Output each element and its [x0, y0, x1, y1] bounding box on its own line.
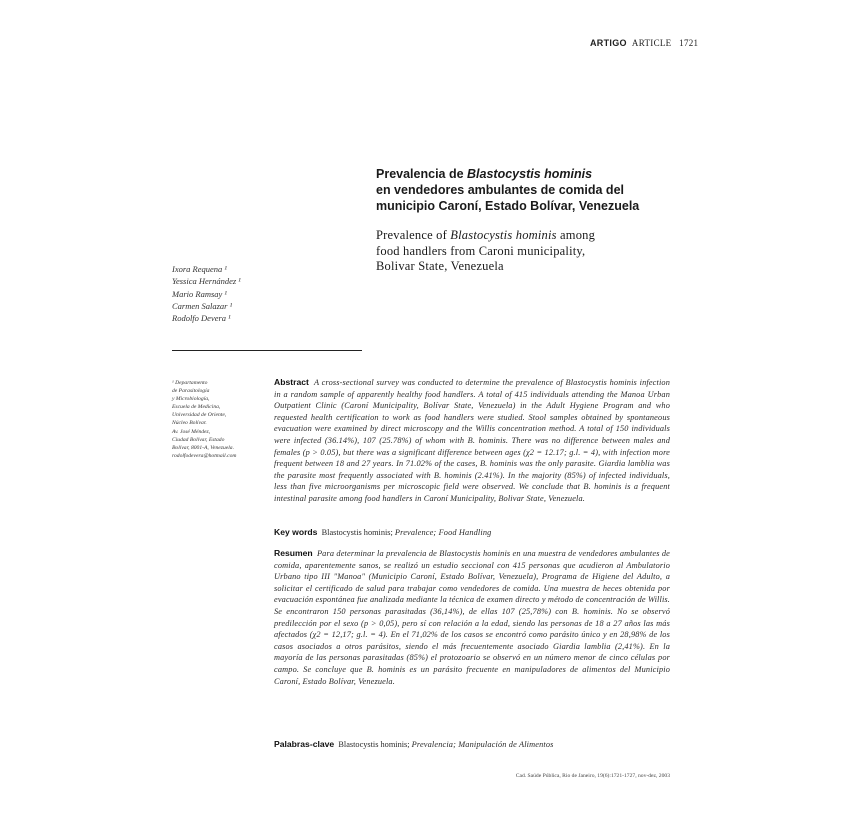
divider-line [172, 350, 362, 351]
keywords-italic: Prevalence; Food Handling [394, 528, 492, 537]
affiliation-line: Bolívar, 8001-A, Venezuela. [172, 444, 234, 451]
journal-citation: Cad. Saúde Pública, Rio de Janeiro, 19(6):1721-1727, nov-dez, 2003 [515, 773, 670, 779]
author-name: Rodolfo Devera ¹ [172, 313, 231, 324]
resumen-section [274, 548, 670, 687]
species-name: Blastocystis hominis [450, 228, 557, 242]
affiliation-line: Núcleo Bolívar. [172, 420, 207, 427]
article-type-en: ARTICLE [631, 38, 672, 48]
affiliation-line: y Microbiología, [172, 396, 210, 403]
author-email: rodolfodevera@hotmail.com [172, 452, 237, 459]
keywords-label: Key words [274, 527, 318, 537]
title-spanish [376, 166, 676, 214]
abstract-section [274, 377, 670, 505]
article-type-pt: ARTIGO [590, 38, 627, 48]
title-english [376, 228, 676, 275]
species-name: Blastocystis hominis [467, 167, 593, 181]
affiliation-line: Ciudad Bolívar, Estado [172, 436, 225, 443]
title-spanish-line-1: Prevalencia de Blastocystis hominis [376, 167, 593, 181]
author-name: Mario Ramsay ¹ [172, 288, 227, 299]
palabras-clave-italic: Prevalencia; Manipulación de Alimentos [411, 740, 554, 749]
affiliation-line: Av. José Méndez, [172, 428, 211, 435]
page-number: 1721 [679, 38, 699, 48]
abstract-text: A cross-sectional survey was conducted to determine the prevalence of Blastocystis hominis infection in a random sample of apparently healthy food handlers. A total of 415 individuals attending the Manoa Urban Outpatient Clinic (Caroní Municipality, Bolívar State, Venezuela) in the Adult Hygiene Program and who requested health certification to work as food handlers were studied. Stool samples obtained by spontaneous evacuation were examined by direct microscopy and the Willis concentration method. A total of 150 individuals were infected (36.14%), 107 (25.78%) of whom with B. hominis. There was no difference between males and females (p > 0.05), but there was a significant difference between ages (χ2 = 12.17; g.l. = 4), with infection more frequent between 18 and 27 years. In 71.02% of the cases, B. hominis was the only parasite. Giardia lamblia was the parasite most frequently associated with B. hominis (2.41%). In the majority (85%) of infected individuals, less than five microorganisms per microscopic field were observed. We conclude that B. hominis is a frequent intestinal parasite among food handlers in Caroní Municipality, Bolivar State, Venezuela. [274, 378, 670, 503]
author-list [172, 263, 362, 324]
author-name: Ixora Requena ¹ [172, 264, 227, 274]
resumen-text: Para determinar la prevalencia de Blastocystis hominis en una muestra de vendedores ambulantes de comida, aparentemente sanos, se realizó un estudio seccional con 415 personas que acudieron al Ambulatorio Urbano tipo III "Manoa" (Municipio Caroní, Estado Bolívar, Venezuela), Programa de Higiene del Adulto, a solicitar el certificado de salud para trabajar como vendedores de comida. Una muestra de heces obtenida por evacuación espontánea fue analizada mediante la técnica de examen directo y método de concentración de Willis. Se encontraron 150 personas parasitadas (36,14%), de ellas 107 (25,78%) con B. hominis. No se observó predilección por el sexo (p > 0,05), pero sí con relación a la edad, siendo las personas de 18 a 27 años las más afectados (χ2 = 12,17; g.l. = 4). En el 71,02% de los casos se encontró como parásito único y en 28,98% de los casos asociados a otros parásitos, siendo el más frecuentemente asociado Giardia lamblia (2,41%). En la mayoría de las personas parasitadas (85%) el protozoario se observó en un número menor de cinco células por campo. Se concluye que B. hominis es un parásito frecuente en manipuladores de alimentos del Municipio Caroní, Estado Bolívar, Venezuela. [274, 549, 670, 686]
title-spanish-line-3: municipio Caroní, Estado Bolívar, Venezuela [376, 199, 640, 213]
abstract-label: Abstract [274, 377, 309, 387]
title-english-line-3: Bolivar State, Venezuela [376, 259, 504, 273]
title-spanish-line-2: en vendedores ambulantes de comida del [376, 183, 624, 197]
keywords-plain: Blastocystis hominis; [321, 528, 395, 537]
palabras-clave-section [274, 739, 670, 749]
title-english-line-2: food handlers from Caroni municipality, [376, 243, 586, 258]
palabras-clave-label: Palabras-clave [274, 739, 335, 749]
affiliation-line: de Parasitología [172, 388, 210, 395]
resumen-label: Resumen [274, 548, 313, 558]
author-name: Yessica Hernández ¹ [172, 276, 241, 287]
keywords-section [274, 527, 670, 537]
running-header [590, 38, 698, 48]
palabras-clave-plain: Blastocystis hominis; [338, 740, 412, 749]
affiliation-line: ¹ Departamento [172, 380, 208, 386]
title-english-line-1: Prevalence of Blastocystis hominis among [376, 228, 596, 242]
author-name: Carmen Salazar ¹ [172, 300, 233, 311]
affiliation-line: Escuela de Medicina, [172, 404, 221, 411]
affiliation-line: Universidad de Oriente, [172, 412, 227, 419]
author-affiliation [172, 379, 268, 460]
